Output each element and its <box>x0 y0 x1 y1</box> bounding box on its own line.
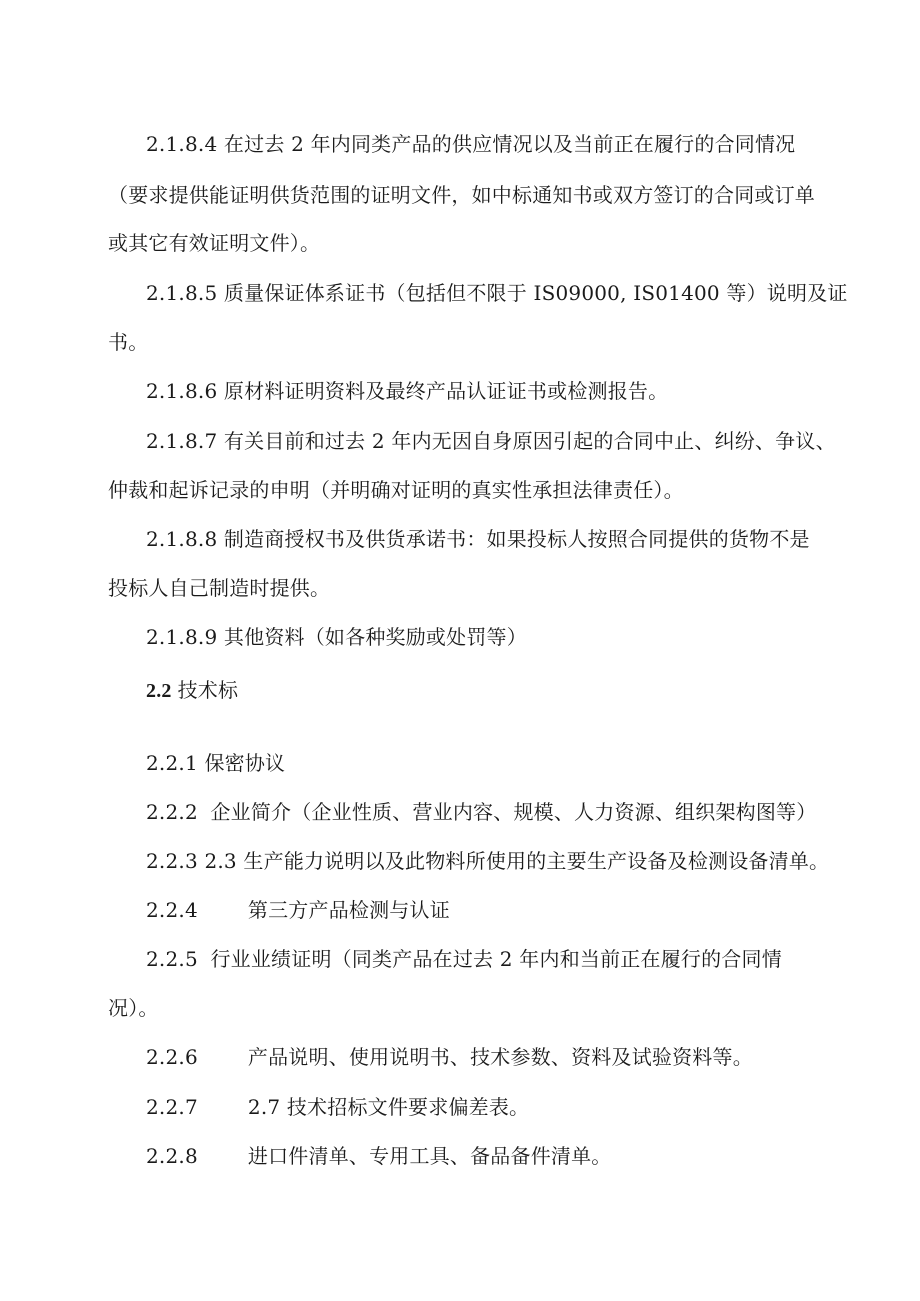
item-text: 进口件清单、专用工具、备品备件清单。 <box>247 1144 612 1168</box>
item-number: 2.2.2 <box>146 800 198 824</box>
item-text: 2.7 技术招标文件要求偏差表。 <box>247 1095 530 1119</box>
item-text: 行业业绩证明（同类产品在过去 2 年内和当前正在履行的合同情 <box>210 947 782 971</box>
item-2-1-8-4-line1: 2.1.8.4 在过去 2 年内同类产品的供应情况以及当前正在履行的合同情况 <box>146 132 796 156</box>
item-2-2-7 <box>146 1094 828 1120</box>
item-2-1-8-7-line2: 仲裁和起诉记录的申明（并明确对证明的真实性承担法律责任）。 <box>108 478 684 502</box>
item-text: 第三方产品检测与认证 <box>247 898 450 922</box>
item-2-1-8-9-line1: 2.1.8.9 其他资料（如各种奖励或处罚等） <box>146 625 527 649</box>
section-heading-title: 技术标 <box>177 678 239 702</box>
item-text: 产品说明、使用说明书、技术参数、资料及试验资料等。 <box>247 1045 753 1069</box>
item-2-2-5-continuation: 况）。 <box>108 996 159 1020</box>
item-2-2-2 <box>146 799 828 825</box>
section-heading-number: 2.2 <box>146 680 172 702</box>
item-2-1-8-8-line2: 投标人自己制造时提供。 <box>108 576 331 600</box>
item-2-2-5 <box>146 946 828 972</box>
item-2-1-8-4-line3: 或其它有效证明文件）。 <box>108 231 321 255</box>
item-text: 保密协议 <box>204 751 286 775</box>
item-2-1-8-7-line1: 2.1.8.7 有关目前和过去 2 年内无因自身原因引起的合同中止、纠纷、争议、 <box>146 429 836 453</box>
section-heading-2-2 <box>146 677 828 704</box>
item-number: 2.2.4 <box>146 898 198 922</box>
item-number: 2.2.8 <box>146 1144 198 1168</box>
item-2-1-8-5-line2: 书。 <box>108 330 149 354</box>
item-2-2-3 <box>146 848 828 874</box>
item-2-2-6 <box>146 1044 828 1070</box>
item-2-2-1 <box>146 750 828 776</box>
item-2-1-8-4-line2: （要求提供能证明供货范围的证明文件，如中标通知书或双方签订的合同或订单 <box>108 183 815 207</box>
item-number: 2.2.3 <box>146 849 198 873</box>
item-number: 2.2.1 <box>146 751 198 775</box>
item-2-2-8 <box>146 1143 828 1169</box>
item-2-1-8-8-line1: 2.1.8.8 制造商授权书及供货承诺书：如果投标人按照合同提供的货物不是 <box>146 527 810 551</box>
item-number: 2.2.5 <box>146 947 198 971</box>
item-text: 2.3 生产能力说明以及此物料所使用的主要生产设备及检测设备清单。 <box>204 849 830 873</box>
item-2-2-4 <box>146 897 828 923</box>
item-2-1-8-6-line1: 2.1.8.6 原材料证明资料及最终产品认证证书或检测报告。 <box>146 379 669 403</box>
item-number: 2.2.7 <box>146 1095 198 1119</box>
item-text: 企业简介（企业性质、营业内容、规模、人力资源、组织架构图等） <box>210 800 817 824</box>
item-2-1-8-5-line1: 2.1.8.5 质量保证体系证书（包括但不限于 IS09000, IS01400 等）说明及证 <box>146 281 848 305</box>
item-number: 2.2.6 <box>146 1045 198 1069</box>
